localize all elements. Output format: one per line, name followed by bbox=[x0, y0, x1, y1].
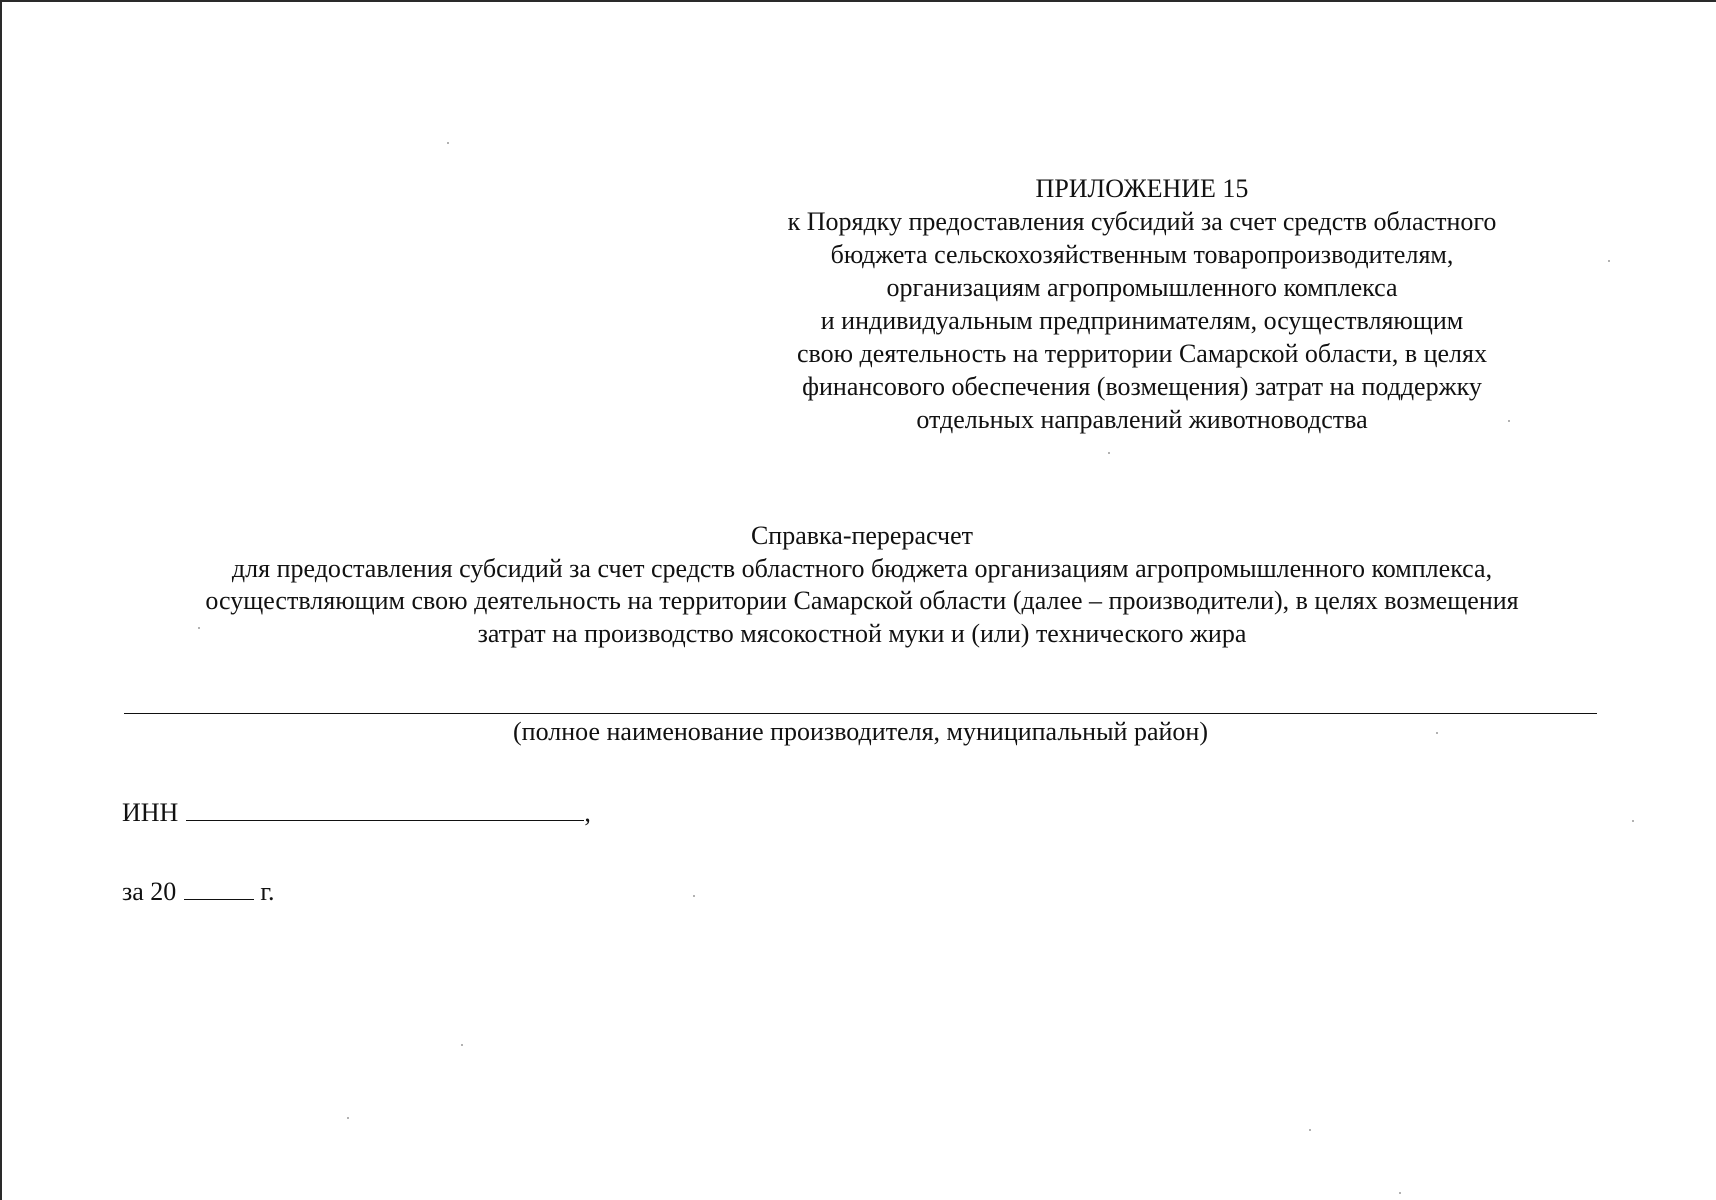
appendix-line: отдельных направлений животноводства bbox=[916, 405, 1368, 434]
scan-speck bbox=[347, 1117, 349, 1119]
inn-row bbox=[122, 797, 591, 829]
producer-name-field[interactable] bbox=[124, 713, 1597, 714]
year-row bbox=[122, 876, 275, 908]
scan-speck bbox=[1309, 1129, 1311, 1131]
year-suffix: г. bbox=[260, 877, 275, 906]
scan-speck bbox=[1108, 452, 1110, 454]
scan-speck bbox=[461, 1044, 463, 1046]
inn-suffix: , bbox=[584, 798, 591, 827]
inn-field[interactable] bbox=[186, 798, 584, 821]
producer-name-caption: (полное наименование производителя, муниципальный район) bbox=[513, 717, 1208, 746]
appendix-line: и индивидуальным предпринимателям, осуществляющим bbox=[820, 306, 1464, 335]
scan-speck bbox=[693, 895, 695, 897]
appendix-line: свою деятельность на территории Самарской области, в целях bbox=[796, 339, 1487, 368]
document-subtitle-line: осуществляющим свою деятельность на территории Самарской области (далее – производители), в целях возмещения bbox=[205, 586, 1519, 615]
scan-speck bbox=[1436, 732, 1438, 734]
document-subtitle-line: затрат на производство мясокостной муки и (или) технического жира bbox=[477, 618, 1247, 648]
appendix-line: бюджета сельскохозяйственным товаропроизводителям, bbox=[830, 240, 1454, 269]
scan-speck bbox=[1608, 260, 1610, 262]
scan-speck bbox=[1632, 820, 1634, 822]
scan-speck bbox=[198, 627, 200, 629]
appendix-line: организациям агропромышленного комплекса bbox=[886, 273, 1398, 302]
appendix-line: к Порядку предоставления субсидий за счет средств областного bbox=[787, 207, 1497, 236]
appendix-heading: ПРИЛОЖЕНИЕ 15 bbox=[1035, 174, 1249, 203]
appendix-header bbox=[732, 172, 1552, 436]
document-title: Справка-перерасчет bbox=[750, 521, 974, 550]
document-title-block bbox=[62, 520, 1662, 650]
inn-label: ИНН bbox=[122, 798, 179, 827]
year-field[interactable] bbox=[184, 877, 254, 900]
appendix-line: финансового обеспечения (возмещения) затрат на поддержку bbox=[802, 372, 1482, 401]
document-subtitle-line: для предоставления субсидий за счет средств областного бюджета организациям агропромышленного комплекса, bbox=[231, 553, 1493, 583]
scan-speck bbox=[1508, 420, 1510, 422]
scan-speck bbox=[1399, 1192, 1401, 1194]
scan-speck bbox=[447, 142, 449, 144]
year-prefix: за 20 bbox=[122, 877, 177, 906]
